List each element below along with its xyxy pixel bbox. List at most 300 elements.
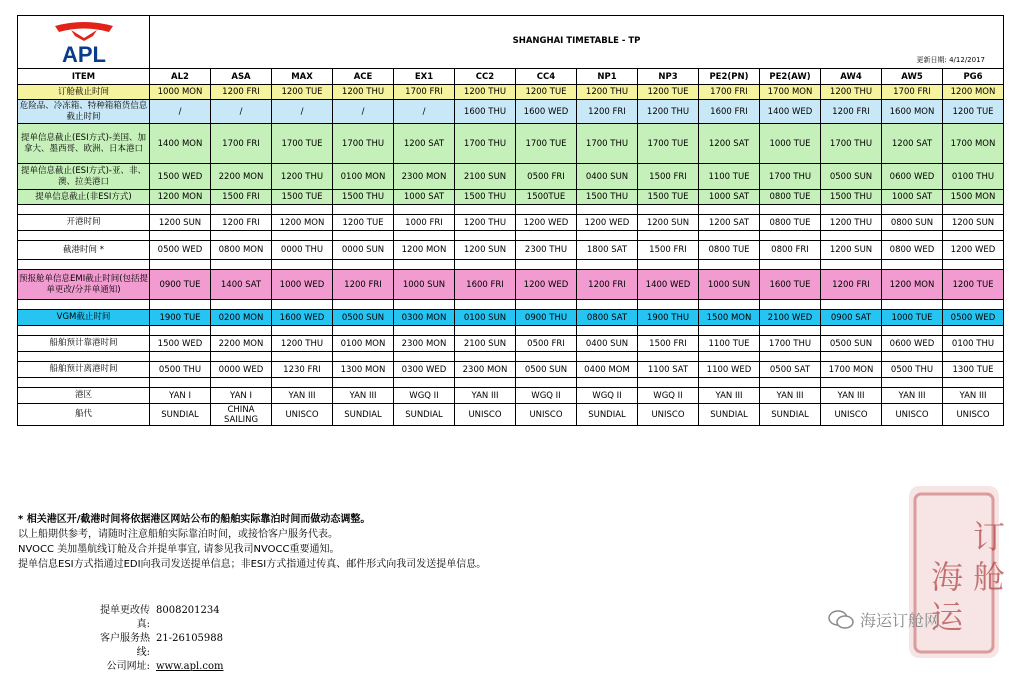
table-cell: 1500 TUE (272, 190, 333, 205)
empty-cell (272, 205, 333, 215)
empty-cell (272, 231, 333, 241)
note-3: NVOCC 美加墨航线订舱及合并提单事宜, 请参见我司NVOCC重要通知。 (18, 544, 340, 555)
row-label: 危险品、冷冻箱、特种箱箱货信息截止时间 (18, 100, 150, 124)
empty-cell (272, 352, 333, 362)
table-row (18, 215, 1004, 231)
table-cell: 1200 MON (150, 190, 211, 205)
table-cell: 1200 THU (333, 85, 394, 100)
table-cell: 1700 THU (333, 124, 394, 164)
table-cell: 1700 MON (943, 124, 1004, 164)
table-cell: 1000 SAT (882, 190, 943, 205)
timetable-sheet (17, 15, 1004, 426)
table-cell: 1200 TUE (516, 85, 577, 100)
table-cell: 1800 SAT (577, 241, 638, 260)
table-cell: 1500 WED (150, 164, 211, 190)
empty-cell (943, 300, 1004, 310)
row-label: 预报舱单信息EMI截止时间(包括提单更改/分并单通知) (18, 270, 150, 300)
table-cell: 1400 MON (150, 124, 211, 164)
empty-cell (18, 378, 150, 388)
row-label: 提单信息截止(非ESI方式) (18, 190, 150, 205)
contact-fax (88, 604, 224, 632)
table-row (18, 310, 1004, 326)
table-cell: 1700 FRI (211, 124, 272, 164)
table-cell: / (211, 100, 272, 124)
table-cell: 1700 THU (577, 124, 638, 164)
table-cell: 1700 MON (821, 362, 882, 378)
empty-cell (18, 231, 150, 241)
empty-cell (577, 205, 638, 215)
apl-logo (49, 20, 119, 66)
table-cell: YAN III (699, 388, 760, 404)
table-cell: 0000 SUN (333, 241, 394, 260)
table-cell: 1400 WED (638, 270, 699, 300)
table-cell: 1200 THU (272, 164, 333, 190)
page-title: SHANGHAI TIMETABLE - TP (512, 36, 641, 46)
table-cell: SUNDIAL (394, 404, 455, 426)
table-cell: 0000 THU (272, 241, 333, 260)
service-header: CC4 (516, 69, 577, 85)
empty-cell (882, 260, 943, 270)
table-row (18, 270, 1004, 300)
header-row (18, 69, 1004, 85)
table-cell: 0800 TUE (760, 190, 821, 205)
update-date: 更新日期: 4/12/2017 (916, 56, 985, 64)
table-cell: 2200 MON (211, 336, 272, 352)
empty-cell (272, 260, 333, 270)
table-cell: 1700 TUE (516, 124, 577, 164)
empty-cell (516, 352, 577, 362)
row-label: 开港时间 (18, 215, 150, 231)
table-cell: 1600 WED (272, 310, 333, 326)
empty-cell (821, 231, 882, 241)
empty-cell (638, 326, 699, 336)
empty-cell (943, 260, 1004, 270)
row-label: 订舱截止时间 (18, 85, 150, 100)
table-cell: 0400 MOM (577, 362, 638, 378)
spacer-row (18, 260, 1004, 270)
table-cell: 1200 SAT (699, 215, 760, 231)
spacer-row (18, 231, 1004, 241)
website-link[interactable]: www.apl.com (156, 661, 224, 672)
table-cell: 1200 MON (272, 215, 333, 231)
table-cell: 1400 WED (760, 100, 821, 124)
table-row (18, 85, 1004, 100)
empty-cell (150, 205, 211, 215)
svg-text:舱: 舱 (973, 558, 1005, 596)
empty-cell (943, 378, 1004, 388)
empty-cell (211, 326, 272, 336)
empty-cell (699, 378, 760, 388)
empty-cell (821, 205, 882, 215)
table-cell: UNISCO (455, 404, 516, 426)
row-label: 船舶预计靠港时间 (18, 336, 150, 352)
table-cell: WGQ II (394, 388, 455, 404)
table-cell: 0100 THU (943, 336, 1004, 352)
empty-cell (821, 260, 882, 270)
table-cell: YAN III (455, 388, 516, 404)
table-cell: 0500 THU (150, 362, 211, 378)
empty-cell (821, 300, 882, 310)
empty-cell (577, 231, 638, 241)
service-header: PG6 (943, 69, 1004, 85)
table-cell: 0300 MON (394, 310, 455, 326)
table-cell: YAN III (272, 388, 333, 404)
table-cell: 1500 FRI (211, 190, 272, 205)
empty-cell (516, 205, 577, 215)
empty-cell (577, 300, 638, 310)
empty-cell (577, 378, 638, 388)
table-cell: SUNDIAL (333, 404, 394, 426)
empty-cell (211, 378, 272, 388)
table-cell: UNISCO (516, 404, 577, 426)
contact-hotline-label: 客户服务热线: (100, 633, 150, 658)
table-cell: 1700 TUE (638, 124, 699, 164)
empty-cell (760, 205, 821, 215)
table-cell: 1000 WED (272, 270, 333, 300)
table-cell: 0100 MON (333, 164, 394, 190)
table-row (18, 241, 1004, 260)
table-cell: 1700 MON (760, 85, 821, 100)
table-cell: 1500 WED (150, 336, 211, 352)
service-header: CC2 (455, 69, 516, 85)
table-cell: 1200 SAT (882, 124, 943, 164)
table-cell: YAN I (211, 388, 272, 404)
empty-cell (577, 260, 638, 270)
empty-cell (150, 326, 211, 336)
notes (18, 512, 486, 572)
table-cell: 1000 SAT (699, 190, 760, 205)
empty-cell (211, 300, 272, 310)
empty-cell (882, 231, 943, 241)
table-cell: YAN III (821, 388, 882, 404)
contact-hotline-value: 21-26105988 (156, 633, 224, 644)
table-cell: 1200 FRI (211, 85, 272, 100)
empty-cell (882, 352, 943, 362)
table-cell: SUNDIAL (699, 404, 760, 426)
table-cell: YAN III (333, 388, 394, 404)
empty-cell (699, 205, 760, 215)
empty-cell (394, 205, 455, 215)
logo-text: APL (61, 42, 106, 66)
table-cell: 1200 MON (882, 270, 943, 300)
empty-cell (638, 231, 699, 241)
empty-cell (455, 300, 516, 310)
table-cell: 1700 FRI (699, 85, 760, 100)
table-cell: 1500 TUE (638, 190, 699, 205)
table-cell: 0800 MON (211, 241, 272, 260)
table-cell: 0600 WED (882, 336, 943, 352)
table-cell: 1900 THU (638, 310, 699, 326)
table-row (18, 388, 1004, 404)
table-cell: 0100 MON (333, 336, 394, 352)
spacer-row (18, 300, 1004, 310)
empty-cell (333, 300, 394, 310)
empty-cell (211, 205, 272, 215)
empty-cell (516, 260, 577, 270)
service-header: PE2(AW) (760, 69, 821, 85)
empty-cell (150, 260, 211, 270)
table-cell: 1200 THU (821, 85, 882, 100)
empty-cell (272, 378, 333, 388)
table-row (18, 100, 1004, 124)
empty-cell (150, 231, 211, 241)
empty-cell (18, 260, 150, 270)
table-cell: 1200 WED (577, 215, 638, 231)
table-cell: 1700 THU (455, 124, 516, 164)
empty-cell (394, 326, 455, 336)
table-cell: 0500 WED (150, 241, 211, 260)
table-cell: WGQ II (638, 388, 699, 404)
table-cell: 1200 WED (943, 241, 1004, 260)
table-cell: 1700 THU (760, 164, 821, 190)
table-cell: 1600 THU (455, 100, 516, 124)
table-cell: YAN III (882, 388, 943, 404)
table-cell: 1000 TUE (760, 124, 821, 164)
empty-cell (18, 300, 150, 310)
table-cell: 1500TUE (516, 190, 577, 205)
service-header: ASA (211, 69, 272, 85)
table-cell: 1200 SUN (638, 215, 699, 231)
table-cell: 0800 FRI (760, 241, 821, 260)
table-cell: 0300 WED (394, 362, 455, 378)
table-cell: 0800 TUE (760, 215, 821, 231)
note-1: * 相关港区开/截港时间将依据港区网站公布的船舶实际靠泊时间而做动态调整。 (18, 514, 371, 525)
empty-cell (150, 300, 211, 310)
empty-cell (516, 231, 577, 241)
table-cell: 0100 THU (943, 164, 1004, 190)
table-cell: 2300 THU (516, 241, 577, 260)
table-cell: 1200 THU (455, 85, 516, 100)
empty-cell (272, 300, 333, 310)
empty-cell (943, 231, 1004, 241)
table-cell: 1200 THU (577, 85, 638, 100)
empty-cell (821, 378, 882, 388)
timetable (17, 15, 1004, 426)
contact-website (88, 660, 224, 674)
table-cell: UNISCO (943, 404, 1004, 426)
table-cell: 0100 SUN (455, 310, 516, 326)
table-cell: 1200 FRI (821, 270, 882, 300)
table-cell: 1000 SUN (394, 270, 455, 300)
empty-cell (882, 300, 943, 310)
row-label: VGM截止时间 (18, 310, 150, 326)
table-cell: 1200 MON (943, 85, 1004, 100)
svg-text:海: 海 (931, 558, 964, 596)
table-cell: 1200 WED (516, 270, 577, 300)
empty-cell (455, 231, 516, 241)
empty-cell (821, 326, 882, 336)
empty-cell (943, 352, 1004, 362)
note-2: 以上船期供参考，请随时注意船舶实际靠泊时间，或接恰客户服务代表。 (18, 529, 338, 540)
table-cell: 1600 FRI (455, 270, 516, 300)
table-cell: 1500 THU (577, 190, 638, 205)
table-cell: 0800 TUE (699, 241, 760, 260)
table-cell: / (394, 100, 455, 124)
table-cell: 0500 SUN (333, 310, 394, 326)
table-cell: 1200 SUN (821, 241, 882, 260)
empty-cell (455, 326, 516, 336)
table-cell: 1200 SAT (699, 124, 760, 164)
service-header: AW4 (821, 69, 882, 85)
table-cell: 0400 SUN (577, 164, 638, 190)
table-cell: 1200 FRI (333, 270, 394, 300)
empty-cell (699, 260, 760, 270)
chat-bubble-icon (828, 609, 854, 631)
table-cell: 1200 TUE (333, 215, 394, 231)
table-cell: 0600 WED (882, 164, 943, 190)
table-cell: 1100 TUE (699, 336, 760, 352)
empty-cell (455, 260, 516, 270)
row-label: 截港时间 * (18, 241, 150, 260)
empty-cell (516, 326, 577, 336)
empty-cell (699, 300, 760, 310)
table-cell: 1200 FRI (821, 100, 882, 124)
row-label: 提单信息截止(ESI方式)-美国、加拿大、墨西哥、欧洲、日本港口 (18, 124, 150, 164)
empty-cell (638, 352, 699, 362)
table-row (18, 190, 1004, 205)
empty-cell (333, 326, 394, 336)
empty-cell (760, 260, 821, 270)
table-cell: CHINA SAILING (211, 404, 272, 426)
table-cell: 2100 SUN (455, 336, 516, 352)
row-label: 提单信息截止(ESI方式)-亚、非、澳、拉美港口 (18, 164, 150, 190)
table-cell: 0500 SUN (821, 164, 882, 190)
spacer-row (18, 378, 1004, 388)
empty-cell (455, 378, 516, 388)
table-cell: 1500 FRI (638, 336, 699, 352)
table-cell: 0900 THU (516, 310, 577, 326)
table-cell: 1500 FRI (638, 241, 699, 260)
empty-cell (211, 231, 272, 241)
table-cell: 0500 FRI (516, 164, 577, 190)
table-cell: 0500 SAT (760, 362, 821, 378)
table-cell: 1500 MON (699, 310, 760, 326)
empty-cell (882, 326, 943, 336)
table-cell: 1100 SAT (638, 362, 699, 378)
empty-cell (150, 352, 211, 362)
table-cell: 1600 WED (516, 100, 577, 124)
empty-cell (333, 205, 394, 215)
service-header: AL2 (150, 69, 211, 85)
empty-cell (882, 378, 943, 388)
empty-cell (18, 205, 150, 215)
note-4: 提单信息ESI方式指通过EDI向我司发送提单信息；非ESI方式指通过传真、邮件形式向我司发送提单信息。 (18, 559, 487, 570)
table-row (18, 404, 1004, 426)
table-cell: 2300 MON (455, 362, 516, 378)
table-cell: 1700 FRI (394, 85, 455, 100)
spacer-row (18, 205, 1004, 215)
table-cell: 1000 SUN (699, 270, 760, 300)
table-cell: YAN III (760, 388, 821, 404)
empty-cell (638, 378, 699, 388)
table-cell: 0800 WED (882, 241, 943, 260)
table-cell: UNISCO (638, 404, 699, 426)
table-cell: 0500 THU (882, 362, 943, 378)
empty-cell (577, 326, 638, 336)
table-cell: 0000 WED (211, 362, 272, 378)
service-header: NP3 (638, 69, 699, 85)
table-cell: 1200 TUE (943, 100, 1004, 124)
service-header: PE2(PN) (699, 69, 760, 85)
empty-cell (577, 352, 638, 362)
table-cell: 1200 MON (394, 241, 455, 260)
table-cell: 0900 SAT (821, 310, 882, 326)
table-cell: 1200 TUE (943, 270, 1004, 300)
table-cell: / (150, 100, 211, 124)
empty-cell (333, 231, 394, 241)
empty-cell (882, 205, 943, 215)
table-cell: 1700 THU (821, 124, 882, 164)
table-cell: 2100 SUN (455, 164, 516, 190)
table-cell: 1100 WED (699, 362, 760, 378)
table-cell: 2300 MON (394, 164, 455, 190)
watermark (828, 608, 940, 631)
table-row (18, 164, 1004, 190)
table-cell: 1000 FRI (394, 215, 455, 231)
empty-cell (760, 300, 821, 310)
table-cell: 1200 FRI (577, 270, 638, 300)
table-cell: UNISCO (821, 404, 882, 426)
table-cell: 1600 FRI (699, 100, 760, 124)
empty-cell (638, 260, 699, 270)
table-cell: / (272, 100, 333, 124)
empty-cell (516, 378, 577, 388)
spacer-row (18, 352, 1004, 362)
empty-cell (211, 260, 272, 270)
table-cell: 1200 SUN (455, 241, 516, 260)
table-cell: 1230 FRI (272, 362, 333, 378)
table-row (18, 124, 1004, 164)
svg-text:订: 订 (973, 518, 1005, 556)
table-cell: SUNDIAL (760, 404, 821, 426)
table-cell: 1500 MON (943, 190, 1004, 205)
empty-cell (18, 352, 150, 362)
table-cell: 1000 SAT (394, 190, 455, 205)
table-cell: / (333, 100, 394, 124)
table-cell: 1700 TUE (272, 124, 333, 164)
table-cell: YAN I (150, 388, 211, 404)
empty-cell (272, 326, 333, 336)
empty-cell (394, 352, 455, 362)
empty-cell (699, 352, 760, 362)
table-cell: 1200 TUE (638, 85, 699, 100)
table-cell: 1200 WED (516, 215, 577, 231)
table-cell: WGQ II (516, 388, 577, 404)
table-cell: 1500 THU (455, 190, 516, 205)
empty-cell (699, 326, 760, 336)
table-cell: YAN III (943, 388, 1004, 404)
table-row (18, 362, 1004, 378)
empty-cell (943, 326, 1004, 336)
table-cell: 0500 SUN (516, 362, 577, 378)
empty-cell (821, 352, 882, 362)
table-cell: 0800 SUN (882, 215, 943, 231)
table-cell: 1000 TUE (882, 310, 943, 326)
table-cell: UNISCO (272, 404, 333, 426)
empty-cell (760, 231, 821, 241)
table-cell: 1300 MON (333, 362, 394, 378)
empty-cell (394, 231, 455, 241)
spacer-row (18, 326, 1004, 336)
empty-cell (760, 378, 821, 388)
watermark-text: 海运订舱网 (860, 611, 941, 630)
table-cell: 1200 THU (638, 100, 699, 124)
table-cell: 1100 TUE (699, 164, 760, 190)
table-cell: 1500 FRI (638, 164, 699, 190)
table-cell: 1400 SAT (211, 270, 272, 300)
table-cell: 0800 SAT (577, 310, 638, 326)
table-cell: 1700 THU (760, 336, 821, 352)
